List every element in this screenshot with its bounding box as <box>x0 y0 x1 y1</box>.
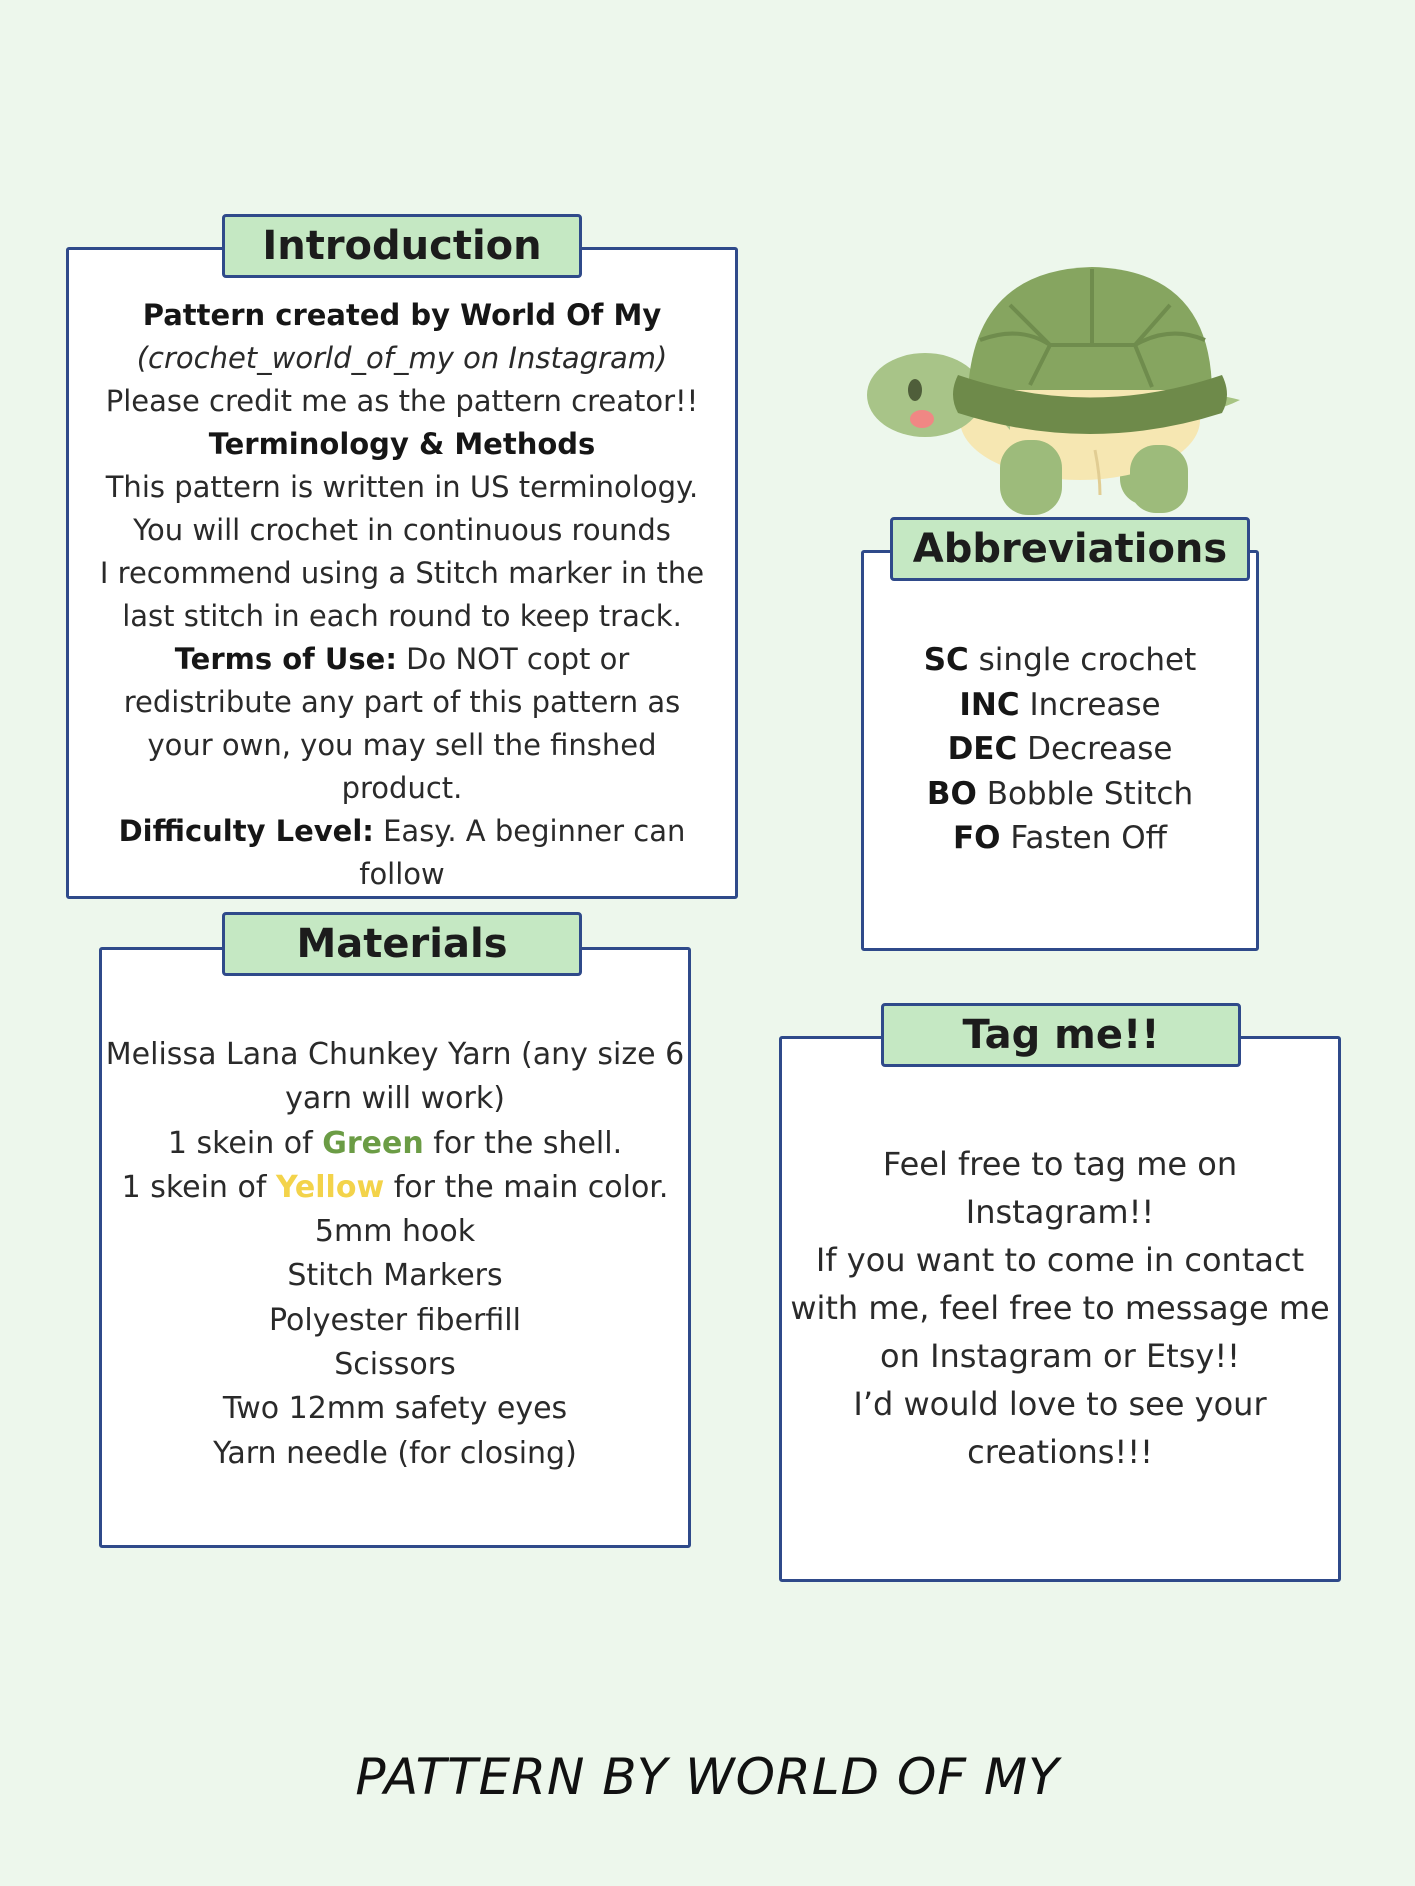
abbreviations-title: Abbreviations <box>890 517 1250 581</box>
abbreviation-code: INC <box>959 686 1020 723</box>
terminology-line: You will crochet in continuous rounds <box>133 513 671 547</box>
tag-line: with me, feel free to message me <box>790 1289 1330 1327</box>
tag-me-text <box>783 1140 1337 1476</box>
terms-line: your own, you may sell the finshed <box>147 728 657 762</box>
abbreviation-item <box>865 683 1255 728</box>
tag-line: Feel free to tag me on <box>882 1145 1238 1183</box>
tag-line: Instagram!! <box>965 1193 1155 1231</box>
materials-list <box>103 1033 687 1476</box>
material-item: Stitch Markers <box>287 1258 503 1294</box>
abbreviation-item <box>865 638 1255 683</box>
abbreviations-list <box>865 638 1255 861</box>
material-item: Yarn needle (for closing) <box>213 1435 577 1471</box>
difficulty-text: Easy. A beginner can <box>383 814 686 848</box>
green-suffix: for the shell. <box>433 1125 623 1161</box>
abbreviation-code: DEC <box>947 731 1018 767</box>
yellow-suffix: for the main color. <box>393 1169 669 1205</box>
tag-line: creations!!! <box>967 1433 1153 1471</box>
material-item: 5mm hook <box>314 1214 476 1250</box>
credit-note: Please credit me as the pattern creator!! <box>105 384 699 418</box>
abbreviation-item <box>865 816 1255 861</box>
introduction-title: Introduction <box>222 214 582 278</box>
abbreviation-meaning: Decrease <box>1027 731 1173 767</box>
green-word: Green <box>322 1125 424 1161</box>
difficulty-label: Difficulty Level: <box>118 814 374 848</box>
material-item: Scissors <box>334 1347 456 1383</box>
created-by-line: Pattern created by World Of My <box>142 298 662 332</box>
abbreviation-code: FO <box>952 820 1001 856</box>
materials-title: Materials <box>222 912 582 976</box>
abbreviation-meaning: Increase <box>1029 686 1161 723</box>
terms-of-use-line <box>70 638 734 681</box>
abbreviation-code: BO <box>926 775 977 812</box>
abbreviation-meaning: Fasten Off <box>1010 820 1167 856</box>
green-prefix: 1 skein of <box>167 1125 313 1161</box>
yarn-line-2: yarn will work) <box>285 1081 505 1117</box>
tag-line: on Instagram or Etsy!! <box>880 1337 1240 1375</box>
terminology-line: This pattern is written in US terminology. <box>105 470 699 504</box>
abbreviation-item <box>865 727 1255 772</box>
introduction-body <box>70 294 734 896</box>
terminology-line: last stitch in each round to keep track. <box>122 599 682 633</box>
tag-me-title: Tag me!! <box>881 1003 1241 1067</box>
material-item: Polyester fiberfill <box>269 1302 521 1338</box>
tag-line: I’d would love to see your <box>853 1385 1267 1423</box>
terms-line: product. <box>341 771 463 805</box>
turtle-illustration <box>860 255 1250 525</box>
material-item: Two 12mm safety eyes <box>222 1391 568 1427</box>
terminology-line: I recommend using a Stitch marker in the <box>99 556 705 590</box>
yellow-prefix: 1 skein of <box>121 1169 267 1205</box>
yellow-word: Yellow <box>275 1169 385 1205</box>
abbreviation-item <box>865 772 1255 817</box>
green-skein-line <box>103 1122 687 1166</box>
terms-text: Do NOT copt or <box>406 642 630 676</box>
abbreviation-meaning: single crochet <box>978 642 1197 678</box>
footer-credit: PATTERN BY WORLD OF MY <box>355 1748 1060 1806</box>
yarn-line: Melissa Lana Chunkey Yarn (any size 6 <box>105 1037 685 1072</box>
instagram-handle: (crochet_world_of_my on Instagram) <box>136 341 668 375</box>
terms-line: redistribute any part of this pattern as <box>123 685 681 719</box>
difficulty-line-2: follow <box>359 857 445 891</box>
abbreviation-meaning: Bobble Stitch <box>986 775 1194 812</box>
terminology-heading: Terminology & Methods <box>208 427 596 461</box>
tag-line: If you want to come in contact <box>815 1241 1305 1279</box>
yellow-skein-line <box>103 1166 687 1210</box>
difficulty-line <box>70 810 734 853</box>
abbreviation-code: SC <box>923 642 969 678</box>
terms-label: Terms of Use: <box>174 642 397 676</box>
